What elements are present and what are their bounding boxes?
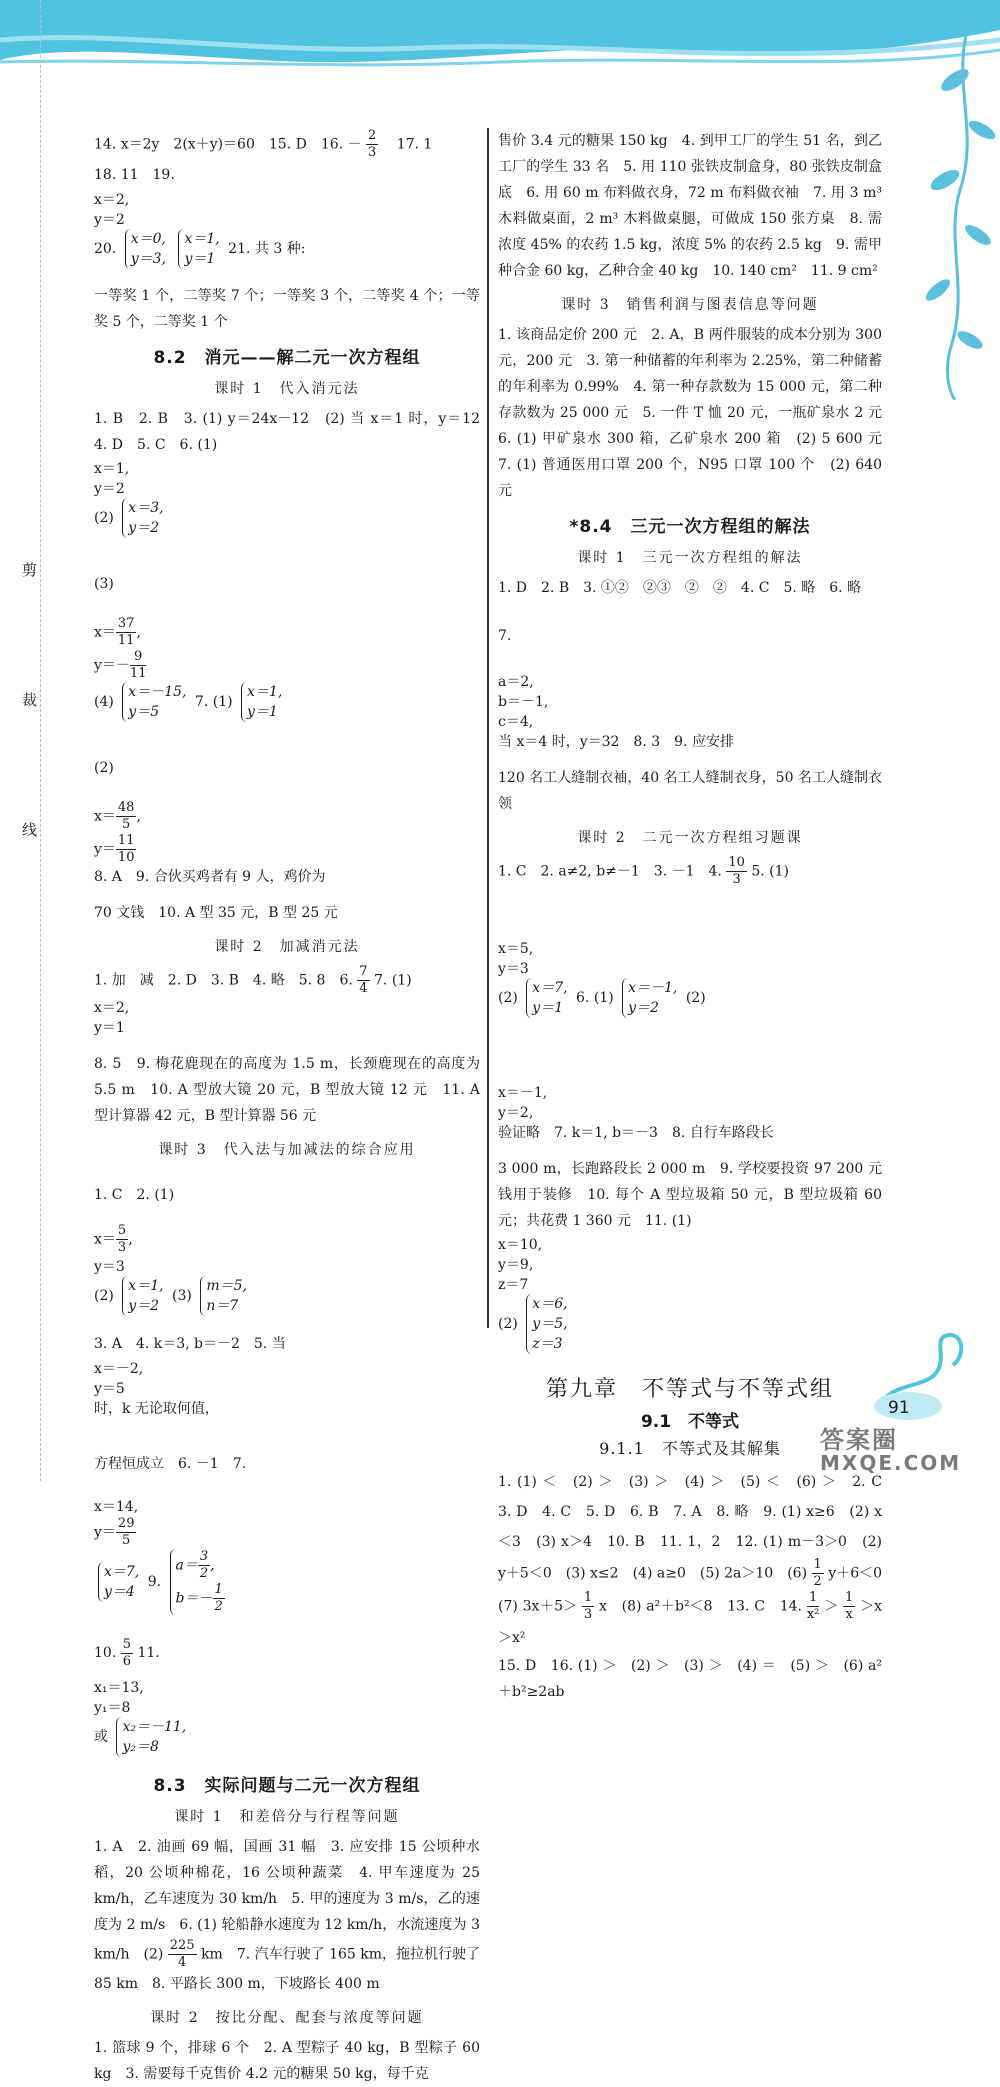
answer-line: 10. $\frac{5}{6}$ 11. xyxy=(94,1636,160,1669)
answer-paragraph: 1. 篮球 9 个，排球 6 个 2. A 型粽子 40 kg，B 型粽子 60 kg 3. 需要每千克售价 4.2 元的糖果 50 kg，每千克 xyxy=(94,2040,480,2082)
fraction: $\frac{5}{6}$ xyxy=(122,1636,131,1669)
cut-char-2: 裁 xyxy=(22,691,38,709)
lesson-heading: 课时 2 二元一次方程组习题课 xyxy=(577,830,803,846)
answer-line: 1. C 2. (1) xyxy=(94,1187,175,1203)
fraction: $\frac{225}{4}$ xyxy=(169,1938,195,1970)
equation-system: x＝1, y＝1 xyxy=(178,229,219,269)
fraction: $\frac{10}{3}$ xyxy=(728,855,745,887)
cut-char-3: 线 xyxy=(22,821,38,839)
lesson-heading: 课时 1 和差倍分与行程等问题 xyxy=(174,1809,400,1825)
lesson-heading: 课时 1 代入消元法 xyxy=(214,381,360,397)
answer-line: 18. 11 19. xyxy=(94,167,175,183)
answer-line: 1. 加 减 2. D 3. B 4. 略 5. 8 6. $\frac{7}{4}$ 7. (1) xyxy=(94,964,412,996)
chapter-heading: 第九章 不等式与不等式组 xyxy=(545,1377,834,1402)
page-number-decoration xyxy=(868,1330,968,1420)
fraction: $\frac{1}{\text{x²}}$ xyxy=(806,1590,820,1622)
equation-system: x＝－15, y＝5 xyxy=(122,682,186,722)
answer-paragraph: 1. D 2. B 3. ①② ②③ ② ② 4. C 5. 略 6. 略 xyxy=(498,580,862,596)
equation-system: m＝5, n＝7 xyxy=(200,1276,247,1316)
answer-paragraph: 售价 3.4 元的糖果 150 kg 4. 到甲工厂的学生 51 名，到乙工厂的学生 33 名 5. 用 110 张铁皮制盒身，80 张铁皮制盒底 6. 用 60 m 布料做衣身，72 m 布料做衣袖 7. 用 3 m³ 木料做桌面，2 m³ 木料做桌腿，可做成 150 张方桌 8. 需浓度 45% 的农药 1.5 kg，浓度 5% 的农药 2.5 kg 9. 需甲种合金 60 kg，乙种合金 40 kg 10. 140 cm² 11. 9 cm² xyxy=(498,133,882,279)
equation-system: x＝6, y＝5, z＝3 xyxy=(526,1294,567,1354)
answer-paragraph: 一等奖 1 个，二等奖 7 个；一等奖 3 个，二等奖 4 个；一等奖 5 个，二等奖 1 个 xyxy=(94,288,480,330)
column-divider xyxy=(487,128,489,1328)
equation-system: x＝1, y＝2 xyxy=(122,1276,163,1316)
answer-paragraph: 120 名工人缝制衣袖，40 名工人缝制衣身，50 名工人缝制衣领 xyxy=(498,770,882,812)
answer-paragraph: 1. A 2. 油画 69 幅，国画 31 幅 3. 应安排 15 公顷种水稻，20 公顷种棉花，16 公顷种蔬菜 4. 甲车速度为 25 km/h，乙车速度为 30 km/h 5. 甲的速度为 3 m/s，乙的速度为 2 m/s 6. (1) 轮船静水速度为 12 km/h，水流速度为 3 km/h (2) $\frac{225}{4}$ km 7. 汽车行驶了 165 km，拖拉机行驶了 85 km 8. 平路长 300 m，下坡路长 400 m xyxy=(94,1839,481,1992)
answer-line: (3) xyxy=(94,576,114,592)
answer-line: 7. xyxy=(498,628,512,644)
equation-system: x＝3, y＝2 xyxy=(122,498,163,538)
answer-line: 方程恒成立 6. －1 7. xyxy=(94,1456,247,1472)
equation-system: x＝0, y＝3, xyxy=(125,229,166,269)
answer-line: 3. A 4. k＝3, b＝－2 5. 当 xyxy=(94,1336,286,1352)
subsection-heading-9-1-1: 9.1.1 不等式及其解集 xyxy=(599,1439,781,1458)
answer-paragraph: 1. 该商品定价 200 元 2. A，B 两件服装的成本分别为 300 元，200 元 3. 第一种储蓄的年利率为 2.25%，第二种储蓄的年利率为 0.99% 4. 第一种存款数为 15 000 元，第二种存款数为 25 000 元 5. 一件 T 恤 20 元，一瓶矿泉水 2 元 6. (1) 甲矿泉水 300 箱，乙矿泉水 200 箱 (2) 5 600 元 7. (1) 普通医用口罩 200 个，N95 口罩 100 个 (2) 640 元 xyxy=(498,327,896,499)
equation-system: x＝7, y＝1 xyxy=(526,978,567,1018)
section-heading-9-1: 9.1 不等式 xyxy=(640,1412,740,1432)
section-heading-8-3: 8.3 实际问题与二元一次方程组 xyxy=(153,1776,421,1796)
fraction: $\frac{1}{x}$ xyxy=(845,1590,854,1622)
lesson-heading: 课时 1 三元一次方程组的解法 xyxy=(577,550,803,566)
fraction: $\frac{1}{3}$ xyxy=(583,1590,593,1622)
page-number: 91 xyxy=(888,1398,910,1418)
top-banner-decoration xyxy=(0,0,1000,120)
answer-line: 1. C 2. a≠2, b≠－1 3. －1 4. $\frac{10}{3}$ 5. (1) xyxy=(498,855,789,887)
answer-line: 14. x＝2y 2(x＋y)＝60 15. D 16. － $\frac{2}{3}$ 17. 1 xyxy=(94,128,433,160)
cut-char-1: 剪 xyxy=(22,561,38,579)
answer-line xyxy=(498,888,882,938)
lesson-heading: 课时 3 销售利润与图表信息等问题 xyxy=(561,297,819,313)
lesson-heading: 课时 3 代入法与加减法的综合应用 xyxy=(158,1142,416,1158)
answer-paragraph: 1. (1) ＜ (2) ＞ (3) ＞ (4) ＞ (5) ＜ (6) ＞ 2. C 3. D 4. C 5. D 6. B 7. A 8. 略 9. (1) x≥6 (2) x＜3 (3) x＞4 10. B 11. 1，2 12. (1) m－3＞0 (2) y＋5＜0 (3) x≤2 (4) a≥0 (5) 2a＞10 (6) $\frac{1}{2}$ y＋6＜0 (7) 3x＋5＞ $\frac{1}{3}$ x (8) a²＋b²＜8 13. C 14. $\frac{1}{\text{x²}}$ ＞ $\frac{1}{x}$ ＞x＞x² xyxy=(498,1474,897,1646)
lesson-heading: 课时 2 按比分配、配套与浓度等问题 xyxy=(150,2010,424,2026)
answer-line: (2) xyxy=(94,760,114,776)
answer-paragraph: 70 文钱 10. A 型 35 元，B 型 25 元 xyxy=(94,905,338,921)
fraction: $\frac{2}{3}$ xyxy=(367,128,377,160)
answer-paragraph: 3 000 m，长跑路段长 2 000 m 9. 学校要投资 97 200 元钱用于装修 10. 每个 A 型垃圾箱 50 元，B 型垃圾箱 60 元；共花费 1 360 元 11. (1) xyxy=(498,1161,882,1229)
answer-paragraph: 8. 5 9. 梅花鹿现在的高度为 1.5 m，长颈鹿现在的高度为 5.5 m 10. A 型放大镜 20 元，B 型放大镜 12 元 11. A 型计算器 42 元，B 型计算器 56 元 xyxy=(94,1056,480,1124)
fraction: $\frac{7}{4}$ xyxy=(359,964,368,996)
equation-system: x＝－1, y＝2 xyxy=(622,978,677,1018)
equation-system: x＝7, y＝4 xyxy=(98,1562,139,1602)
fraction: $\frac{1}{2}$ xyxy=(813,1557,822,1589)
right-column: 售价 3.4 元的糖果 150 kg 4. 到甲工厂的学生 51 名，到乙工厂的学生 33 名 5. 用 110 张铁皮制盒身，80 张铁皮制盒底 6. 用 60 m 布料做衣身，72 m 布料做衣袖 7. 用 3 m³ 木料做桌面，2 m³ 木料做桌腿，可做成 150 张方桌 8. 需浓度 45% 的农药 1.5 kg，浓度 5% 的农药 2.5 kg 9. 需甲种合金 60 kg，乙种合金 40 kg 10. 140 cm² 11. 9 cm² 课时 3 销售利润与图表信息等问题 1. 该商品定价 200 元 2. A，B 两件服装的成本分别为 300 元，200 元 3. 第一种储蓄的年利率为 2.25%，第二种储蓄的年利率为 0.99% 4. 第一种存款数为 15 000 元，第二种存款数为 25 000 元 5. 一件 T 恤 20 元，一瓶矿泉水 2 元 6. (1) 甲矿泉水 300 箱，乙矿泉水 200 箱 (2) 5 600 元 7. (1) 普通医用口罩 200 个，N95 口罩 100 个 (2) 640 元 *8.4 三元一次方程组的解法 课时 1 三元一次方程组的解法 1. D 2. B 3. ①② ②③ ② ② 4. C 5. 略 6. 略 7. a＝2, b＝－1, c＝4, 当 x＝4 时，y＝32 8. 3 9. 应安排 120 名工人缝制衣袖，40 名工人缝制衣身，50 名工人缝制衣领 课时 2 二元一次方程组习题课 1. C 2. a≠2, b≠－1 3. －1 4. $\frac{10}{3}$ 5. (1) x＝5, y＝3 (2) x＝7, y＝1 6. (1) x＝－1, y＝2 (2) x＝－1, y＝2, 验证略 7. k＝1, b＝－3 8. 自行车路段长 3 000 m，长跑路段长 2 000 m 9. 学校要投资 97 200 元钱用于装修 10. 每个 A 型垃圾箱 50 元，B 型垃圾箱 60 元；共花费 1 360 元 11. (1) x＝10, y＝9, z＝7 (2) x＝6, y＝5, z＝3 第九章 不等式与不等式组 9.1 不等式 9.1.1 不等式及其解集 1. (1) ＜ (2) ＞ (3) ＞ (4) ＞ (5) ＜ (6) ＞ 2. C 3. D 4. C 5. D 6. B 7. A 8. 略 9. (1) x≥6 (2) x＜3 (3) x＞4 10. B 11. 1，2 12. (1) m－3＞0 (2) y＋5＜0 (3) x≤2 (4) a≥0 (5) 2a＞10 (6) $\frac{1}{2}$ y＋6＜0 (7) 3x＋5＞ $\frac{1}{3}$ x (8) a²＋b²＜8 13. C 14. $\frac{1}{\text{x²}}$ ＞ $\frac{1}{x}$ ＞x＞x² 15. D 16. (1) ＞ (2) ＞ (3) ＞ (4) ＝ (5) ＞ (6) a²＋b²≥2ab xyxy=(498,128,882,1705)
equation-system: x＝1, y＝1 xyxy=(241,682,282,722)
left-column: 14. x＝2y 2(x＋y)＝60 15. D 16. － $\frac{2}{3}$ 17. 1 18. 11 19. x＝2, y＝2 20. x＝0, y＝3, x＝1, y＝1 21. 共 3 种: 一等奖 1 个，二等奖 7 个；一等奖 3 个，二等奖 4 个；一等奖 5 个，二等奖 1 个 8.2 消元——解二元一次方程组 课时 1 代入消元法 1. B 2. B 3. (1) y＝24x－12 (2) 当 x＝1 时，y＝12 4. D 5. C 6. (1) x＝1, y＝2 (2) x＝3, y＝2 (3) x＝ $\frac{37}{11}$ , y＝－ $\frac{9}{11}$ (4) x＝－15, y＝5 7. (1) x＝1, y＝1 (2) x＝ $\frac{48}{5}$ , y＝ $\frac{11}{10}$ 8. A 9. 合伙买鸡者有 9 人，鸡价为 70 文钱 10. A 型 35 元，B 型 25 元 课时 2 加减消元法 1. 加 减 2. D 3. B 4. 略 5. 8 6. $\frac{7}{4}$ 7. (1) x＝2, y＝1 8. 5 9. 梅花鹿现在的高度为 1.5 m，长颈鹿现在的高度为 5.5 m 10. A 型放大镜 20 元，B 型放大镜 12 元 11. A 型计算器 42 元，B 型计算器 56 元 课时 3 代入法与加减法的综合应用 1. C 2. (1) x＝ $\frac{5}{3}$ , y＝3 (2) x＝1, y＝2 (3) m＝5, n＝7 3. A 4. k＝3, b＝－2 5. 当 x＝－2, y＝5 时，k 无论取何值， 方程恒成立 6. －1 7. x＝14, y＝ $\frac{29}{5}$ x＝7, y＝4 9. a＝ $\frac{3}{2}$ , b＝－ $\frac{1}{2}$ 10. $\frac{5}{6}$ 11. x₁＝13, y₁＝8 或 x₂＝－11, y₂＝8 8.3 实际问题与二元一次方程组 课时 1 和差倍分与行程等问题 1. A 2. 油画 69 幅，国画 31 幅 3. 应安排 15 公顷种水稻，20 公顷种棉花，16 公顷种蔬菜 4. 甲车速度为 25 km/h，乙车速度为 30 km/h 5. 甲的速度为 3 m/s，乙的速度为 2 m/s 6. (1) 轮船静水速度为 12 km/h，水流速度为 3 km/h (2) $\frac{225}{4}$ km 7. 汽车行驶了 165 km，拖拉机行驶了 85 km 8. 平路长 300 m，下坡路长 400 m 课时 2 按比分配、配套与浓度等问题 1. 篮球 9 个，排球 6 个 2. A 型粽子 40 kg，B 型粽子 60 kg 3. 需要每千克售价 4.2 元的糖果 50 kg，每千克 xyxy=(94,128,480,2087)
watermark: 答案圈 MXQE.COM xyxy=(820,1426,962,1475)
answer-paragraph: 1. B 2. B 3. (1) y＝24x－12 (2) 当 x＝1 时，y＝12 4. D 5. C 6. (1) xyxy=(94,411,494,453)
equation-system: a＝ $\frac{3}{2}$ , b＝－ $\frac{1}{2}$ xyxy=(170,1549,225,1615)
vine-decoration xyxy=(910,20,1000,400)
section-heading-8-4: *8.4 三元一次方程组的解法 xyxy=(569,517,811,537)
equation-system: x₂＝－11, y₂＝8 xyxy=(116,1717,186,1757)
answer-paragraph: 15. D 16. (1) ＞ (2) ＞ (3) ＞ (4) ＝ (5) ＞ (6) a²＋b²≥2ab xyxy=(498,1658,882,1700)
section-heading-8-2: 8.2 消元——解二元一次方程组 xyxy=(153,348,421,368)
answer-line xyxy=(498,1032,882,1082)
lesson-heading: 课时 2 加减消元法 xyxy=(214,939,360,955)
cut-line-label xyxy=(22,560,44,950)
